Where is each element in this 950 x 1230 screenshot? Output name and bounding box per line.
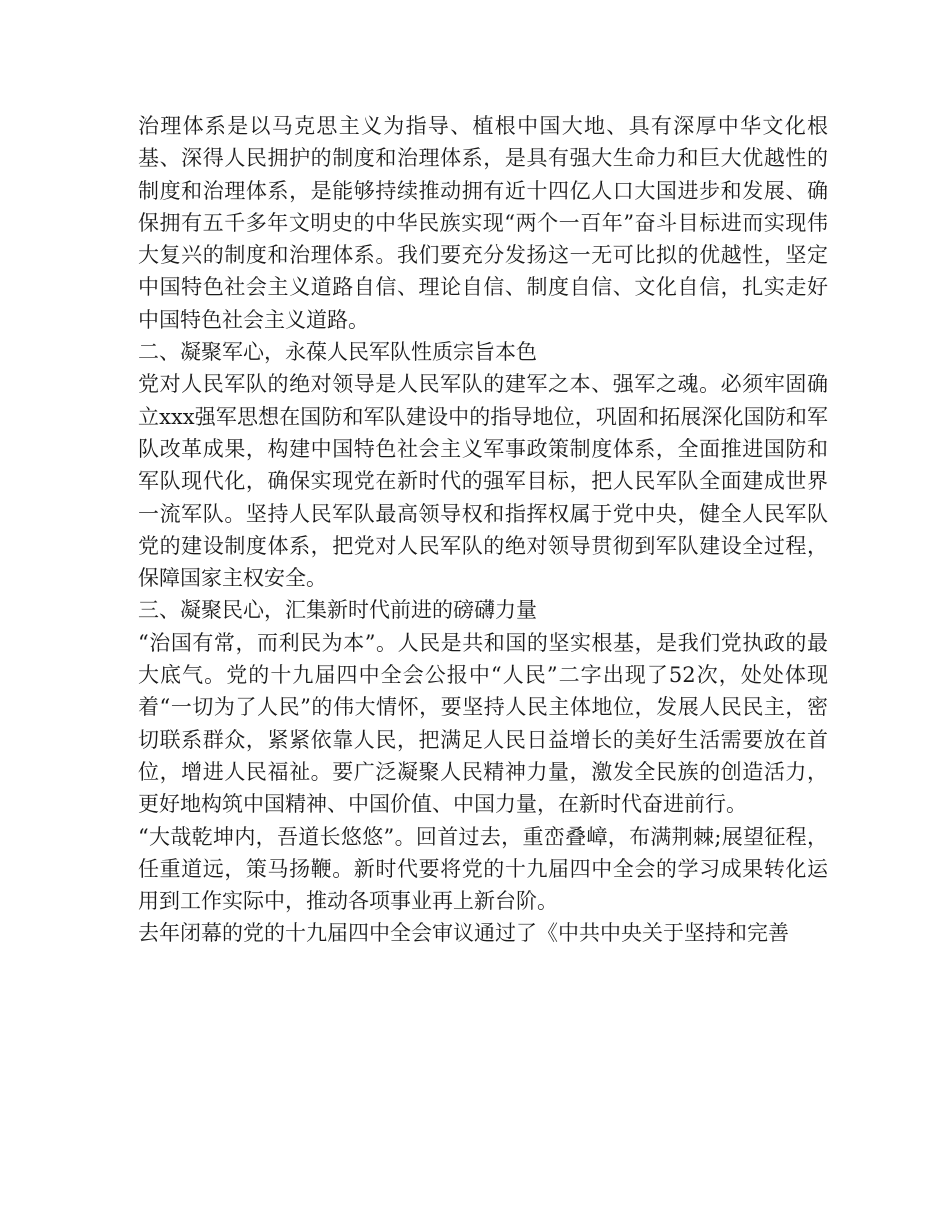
- document-body: [138, 110, 828, 950]
- paragraph-governance-system: 治理体系是以马克思主义为指导、植根中国大地、具有深厚中华文化根基、深得人民拥护的制度和治理体系，是具有强大生命力和巨大优越性的制度和治理体系，是能够持续推动拥有近十四亿人口大国进步和发展、确保拥有五千多年文明史的中华民族实现“两个一百年”奋斗目标进而实现伟大复兴的制度和治理体系。我们要充分发扬这一无可比拟的优越性，坚定中国特色社会主义道路自信、理论自信、制度自信、文化自信，扎实走好中国特色社会主义道路。: [138, 114, 828, 332]
- section-heading-people: 三、凝聚民心，汇集新时代前进的磅礴力量: [138, 598, 537, 623]
- paragraph-plenary-session: 去年闭幕的党的十九届四中全会审议通过了《中共中央关于坚持和完善: [138, 921, 789, 946]
- section-heading-military: 二、凝聚军心，永葆人民军队性质宗旨本色: [138, 340, 537, 365]
- paragraph-military-leadership: 党对人民军队的绝对领导是人民军队的建军之本、强军之魂。必须牢固确立xxx强军思想在国防和军队建设中的指导地位，巩固和拓展深化国防和军队改革成果，构建中国特色社会主义军事政策制度体系，全面推进国防和军队现代化，确保实现党在新时代的强军目标，把人民军队全面建成世界一流军队。坚持人民军队最高领导权和指挥权属于党中央，健全人民军队党的建设制度体系，把党对人民军队的绝对领导贯彻到军队建设全过程，保障国家主权安全。: [138, 372, 828, 591]
- paragraph-looking-forward: “大哉乾坤内，吾道长悠悠”。回首过去，重峦叠嶂，布满荆棘;展望征程，任重道远，策马扬鞭。新时代要将党的十九届四中全会的学习成果转化运用到工作实际中，推动各项事业再上新台阶。: [138, 824, 828, 914]
- paragraph-people-foundation: “治国有常，而利民为本”。人民是共和国的坚实根基，是我们党执政的最大底气。党的十九届四中全会公报中“人民”二字出现了52次，处处体现着“一切为了人民”的伟大情怀，要坚持人民主体地位，发展人民民主，密切联系群众，紧紧依靠人民，把满足人民日益增长的美好生活需要放在首位，增进人民福祉。要广泛凝聚人民精神力量，激发全民族的创造活力，更好地构筑中国精神、中国价值、中国力量，在新时代奋进前行。: [138, 630, 828, 817]
